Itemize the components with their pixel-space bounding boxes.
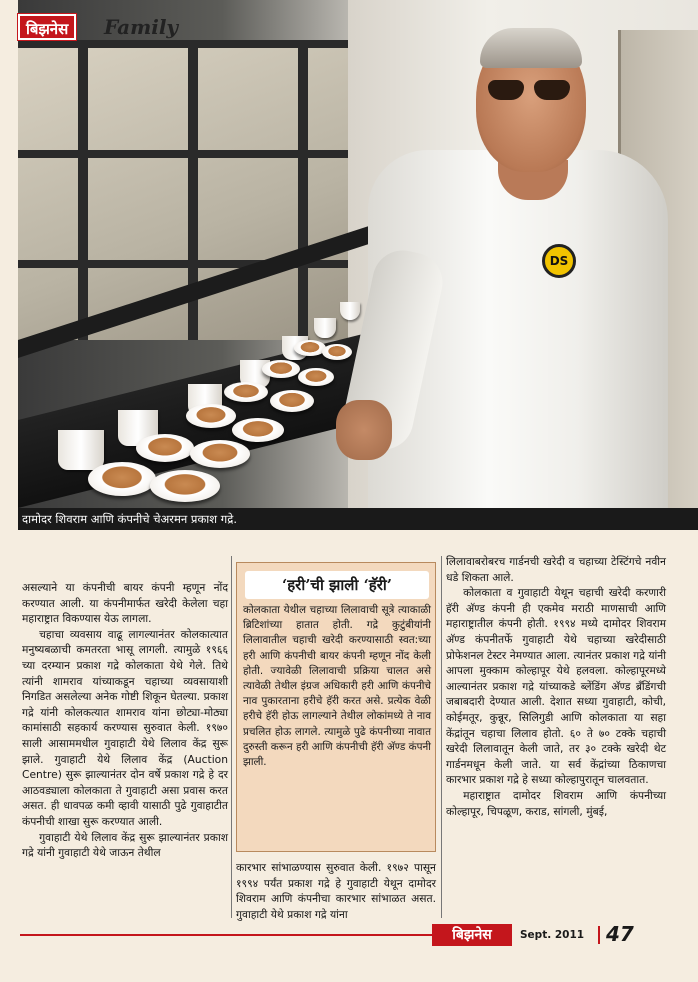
section-label: Family xyxy=(104,15,179,39)
tea-bowl xyxy=(136,434,194,462)
footer-logo-text: बिझनेस xyxy=(452,927,492,943)
column-divider xyxy=(441,556,442,918)
tea-bowl xyxy=(150,470,220,502)
sunglasses xyxy=(488,80,576,102)
tea-bowl xyxy=(186,404,236,428)
tea-bowl xyxy=(322,344,352,360)
header-logo: बिझनेस xyxy=(18,14,76,40)
paragraph: गुवाहाटी येथे लिलाव केंद्र सुरू झाल्यानंतर प्रकाश गद्रे यांनी गुवाहाटी येथे जाऊन तेथील xyxy=(22,830,228,860)
tea-bowl xyxy=(232,418,284,442)
paragraph: कारभार सांभाळण्यास सुरुवात केली. १९७२ पासून १९९४ पर्यंत प्रकाश गद्रे हे गुवाहाटी येथून दामोदर शिवराम आणि कंपनीचा कारभार सांभाळत असत. गुवाहाटी येथे प्रकाश गद्रे यांना xyxy=(236,861,436,921)
person-hair xyxy=(480,28,582,68)
tea-bowl xyxy=(270,390,314,412)
tea-cup xyxy=(58,430,104,470)
paragraph: लिलावाबरोबरच गार्डनची खरेदी व चहाच्या टेस्टिंगचे नवीन धडे शिकता आले. xyxy=(446,555,666,584)
tea-bowl xyxy=(262,360,300,378)
paragraph: महाराष्ट्रात दामोदर शिवराम आणि कंपनीच्या कोल्हापूर, चिपळूण, कराड, सांगली, मुंबई, xyxy=(446,788,666,818)
paragraph: कोलकाता व गुवाहाटी येथून चहाची खरेदी करणारी हॅरी अ‍ॅण्ड कंपनी ही एकमेव मराठी माणसाची आणि महाराष्ट्रातील कंपनी होती. १९९४ मध्ये दामोदर शिवराम अ‍ॅण्ड कंपनीतर्फे गुवाहाटी येथे चहाच्या खरेदीसाठी प्रोफेशनल टेस्टर नेमण्यात आला. त्यानंतर प्रकाश गद्रे यांनी आपला मुक्काम कोल्हापूर येथे हलवला. कोल्हापूरमध्ये आल्यानंतर प्रकाश गद्रे यांच्याकडे ब्लेंडिंग अ‍ॅण्ड ब्रँडिंगची जबाबदारी देण्यात आली. देशात सध्या गुवाहाटी, कोची, कोईमतूर, कुन्नूर, सिलिगुडी आणि कोलकाता या सहा केंद्रांतून चहाचा लिलाव होतो. ६० ते ७० टक्के चहाची खरेदी लिलावातून केली जाते, तर ३० टक्के खरेदी थेट गार्डनमधून केली जाते. या सर्व केंद्रांच्या ठिकाणचा कारभार प्रकाश गद्रे हे सध्या कोल्हापुरातून चालवतात. xyxy=(446,586,666,787)
article-column-3 xyxy=(446,554,666,819)
tea-bowl xyxy=(294,340,326,356)
box-title: ‘हरी’ची झाली ‘हॅरी’ xyxy=(245,571,429,599)
article-column-1 xyxy=(22,580,228,861)
paragraph: चहाचा व्यवसाय वाढू लागल्यानंतर कोलकात्यात मनुष्यबळाची कमतरता भासू लागली. त्यामुळे १९६६ च्या दरम्यान प्रकाश गद्रे कोलकाता येथे गेले. तिथे त्यांनी शामराव यांच्याकडून चहाच्या व्यवसायाशी निगडित असलेल्या अनेक गोष्टी शिकून घेतल्या. प्रकाश गद्रे यांनी कोलकत्यात शामराव यांना छोट्या-मोठ्या कामांसाठी सहकार्य करण्यास सुरुवात केली. १९७० साली आसाममधील गुवाहाटी येथे लिलाव केंद्र सुरू झाले. गुवाहाटी येथे लिलाव केंद्र (Auction Centre) सुरू झाल्यानंतर दोन वर्षे प्रकाश गद्रे हे दर आठवड्याला कोलकाता ते गुवाहाटी असा प्रवास करत असत. ही धावपळ कमी व्हावी यासाठी पुढे गुवाहाटीत कंपनीची शाखा सुरू करण्यात आली. xyxy=(22,627,228,828)
chairman-photo xyxy=(18,0,698,508)
footer-separator xyxy=(598,926,600,944)
tea-bowl xyxy=(190,440,250,468)
sidebar-box xyxy=(236,562,436,852)
issue-date: Sept. 2011 xyxy=(520,929,585,941)
footer-logo xyxy=(432,924,512,946)
tea-bowl xyxy=(224,382,268,402)
tea-cup xyxy=(314,318,336,338)
ds-logo-badge: DS xyxy=(542,244,576,278)
column-divider xyxy=(231,556,232,918)
person-hand xyxy=(336,400,392,460)
article-column-2 xyxy=(236,860,436,922)
tea-bowl xyxy=(298,368,334,386)
tea-bowl xyxy=(88,462,156,496)
paragraph: असल्याने या कंपनीची बायर कंपनी म्हणून नोंद करण्यात आली. या कंपनीमार्फत खरेदी केलेला चहा महाराष्ट्रात विकण्यास येऊ लागला. xyxy=(22,581,228,626)
photo-caption: दामोदर शिवराम आणि कंपनीचे चेअरमन प्रकाश गद्रे. xyxy=(18,508,698,530)
box-body: कोलकाता येथील चहाच्या लिलावाची सूत्रे त्याकाळी ब्रिटिशांच्या हातात होती. गद्रे कुटुंबीयांनी लिलावातील चहाची खरेदी करण्यासाठी स्वत:च्या हरी आणि कंपनीची बायर कंपनी म्हणून नोंद केली होती. ज्यावेळी लिलावाची प्रक्रिया चालत असे त्यावेळी तेथील इंग्रज अधिकारी हरी आणि कंपनीचे नाव पुकारताना हरीचे हॅरी करत असे. प्रत्येक वेळी हरीचे हॅरी होऊ लागल्याने तेथील लोकांमध्ये ते नाव प्रचलित होऊ लागले. त्यामुळे पुढे कंपनीच्या नावात दुरुस्ती करून हरी आणि कंपनीची हॅरी अ‍ॅण्ड कंपनी झाली. xyxy=(243,604,431,769)
page-number: 47 xyxy=(606,922,634,946)
